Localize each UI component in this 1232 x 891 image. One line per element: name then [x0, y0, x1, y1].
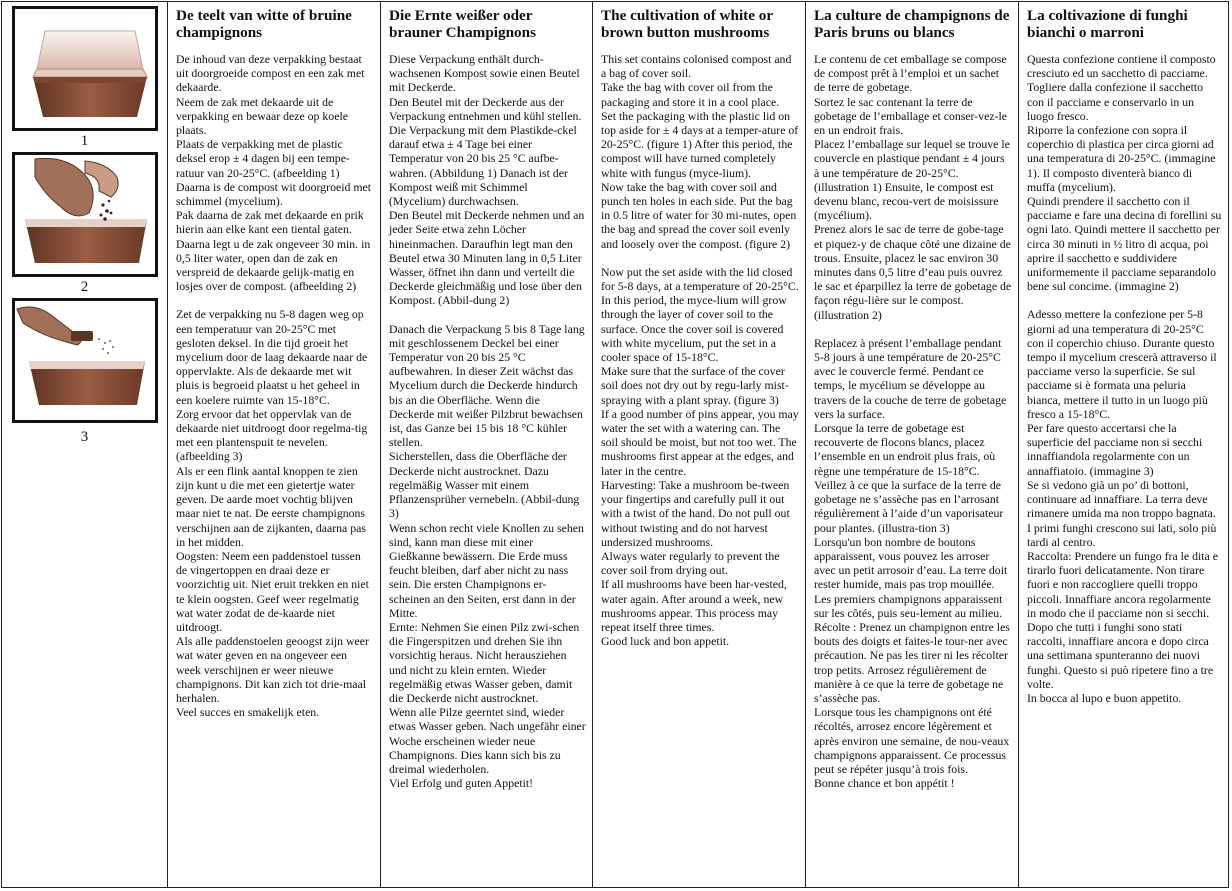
figure-2 [12, 152, 158, 277]
figure-3-number: 3 [80, 429, 89, 445]
figure-1 [12, 6, 158, 131]
paragraph: Questa confezione contiene il composto cresciuto ed un sacchetto di pacciame. Togliere dalla confezione il sacchetto con il pacciame e conservarlo in un luogo fresco. Riporre la confezione con sopra il coperchio di plastica per circa giorni ad una temperatura di 20-25°C. (immagine 1). Il composto diventerà bianco di muffa (mycelium). Quindi prendere il sacchetto con il pacciame e fare una decina di forellini su ogni lato. Quindi mettere il sacchetto per circa 30 minuti in ½ litro di acqua, poi aprire il sacchetto e suddividere uniformemente il pacciame separandolo bene sul concime. (immagine 2) [1027, 52, 1222, 294]
paragraph: Le contenu de cet emballage se compose de compost prêt à l’emploi et un sachet de terre de gobetage. Sortez le sac contenant la terre de gobetage de l’emballage et conser-vez-le en un endroit frais. Placez l’emballage sur lequel se trouve le couvercle en plastique pendant ± 4 jours à une température de 20-25°C. (illustration 1) Ensuite, le compost est devenu blanc, recou-vert de moisissure (mycélium). Prenez alors le sac de terre de gobe-tage et piquez-y de chaque côté une dizaine de trous. Ensuite, placez le sac environ 30 minutes dans 0,5 litre d’eau puis ouvrez le sac et éparpillez la terre de gobetage de façon régu-lière sur le compost. (illustration 2) [814, 52, 1012, 322]
column-title: De teelt van witte of bruine champignons [176, 7, 352, 41]
hand-spraying-icon [15, 301, 155, 420]
hand-pouring-soil-icon [15, 155, 155, 274]
paragraph: Now put the set aside with the lid closed for 5-8 days, at a temperature of 20-25°C. In this period, the myce-lium will grow through the layer of cover soil to the surface. Once the cover soil is covered with white mycelium, put the set in a cooler space of 15-18°C. Make sure that the surface of the cover soil does not dry out by regu-larly mist-spraying with a plant spray. (figure 3) If a good number of pins appear, you may water the set with a watering can. The soil should be moist, but not too wet. The mushrooms first appear at the edges, and later in the centre. Harvesting: Take a mushroom be-tween your fingertips and carefully pull it out with a twist of the hand. Do not pull out without twisting and do not harvest undersized mushrooms. Always water regularly to prevent the cover soil from drying out. If all mushrooms have been har-vested, water again. After around a week, new mushrooms appear. This process may repeat itself three times. Good luck and bon appetit. [601, 264, 799, 649]
column-dutch [167, 2, 380, 887]
paragraph: This set contains colonised compost and a bag of cover soil. Take the bag with cover oil from the packaging and store it in a cool place. Set the packaging with the plastic lid on top aside for ± 4 days at a temper-ature of 20-25°C. (figure 1) After this period, the compost will have turned completely white with fungus (myce-lium). Now take the bag with cover soil and punch ten holes in each side. Put the bag in 0.5 litre of water for 30 mi-nutes, open the bag and spread the cover soil evenly and loosely over the compost. (figure 2) [601, 52, 799, 251]
paragraph: Danach die Verpackung 5 bis 8 Tage lang mit geschlossenem Deckel bei einer Temperatur von 20 bis 25 °C aufbewahren. In dieser Zeit wächst das Mycelium durch die Deckerde hindurch bis an die Oberfläche. Wenn die Deckerde mit weißer Pilzbrut bewachsen ist, das Ganze bei 15 bis 18 °C kühler stellen. Sicherstellen, dass die Oberfläche der Deckerde nicht austrocknet. Dazu regelmäßig Wasser mit einem Pflanzensprüher vernebeln. (Abbil-dung 3) Wenn schon recht viele Knollen zu sehen sind, kann man diese mit einer Gießkanne bewässern. Die Erde muss feucht bleiben, darf aber nicht zu nass sein. Die ersten Champignons er-scheinen an den Seiten, erst dann in der Mitte. Ernte: Nehmen Sie einen Pilz zwi-schen die Fingerspitzen und drehen Sie ihn vorsichtig heraus. Nicht herausziehen und nicht zu klein ernten. Wieder regelmäßig etwas Wasser geben, damit die Deckerde nicht austrocknet. Wenn alle Pilze geerntet sind, wieder etwas Wasser geben. Nach ungefähr einer Woche erscheinen wieder neue Champignons. Dies kann sich bis zu dreimal wiederholen. Viel Erfolg und guten Appetit! [389, 321, 586, 791]
column-title: La culture de champignons de Paris bruns ou blancs [814, 7, 1010, 41]
paragraph: Replacez à présent l’emballage pendant 5-8 jours à une température de 20-25°C avec le couvercle fermé. Pendant ce temps, le mycélium se développe au travers de la couche de terre de gobetage vers la surface. Lorsque la terre de gobetage est recouverte de flocons blancs, placez l’ensemble en un endroit plus frais, où règne une température de 15-18°C. Veillez à ce que la surface de la terre de gobetage ne s’assèche pas en l’arrosant régulièrement à l’aide d’un vaporisateur pour plantes. (illustra-tion 3) Lorsqu'un bon nombre de boutons apparaissent, vous pouvez les arroser avec un petit arrosoir d’eau. La terre doit rester humide, mais pas trop mouillée. Les premiers champignons apparaissent sur les côtés, puis seu-lement au milieu. Récolte : Prenez un champignon entre les bouts des doigts et faites-le tour-ner avec précaution. Ne pas les tirer ni les récolter trop petits. Arrosez régulièrement de manière à ce que la terre de gobetage ne s’assèche pas. Lorsque tous les champignons ont été récoltés, arrosez encore légèrement et après environ une semaine, de nou-veaux champignons apparaissent. Ce processus peut se répéter jusqu’à trois fois. Bonne chance et bon appétit ! [814, 335, 1010, 791]
column-title: Die Ernte weißer oder brauner Champignons [389, 7, 536, 41]
column-english [592, 2, 805, 887]
figure-1-number: 1 [80, 133, 89, 149]
column-title: The cultivation of white or brown button mushrooms [601, 7, 773, 41]
figure-2-number: 2 [80, 279, 89, 295]
figure-3 [12, 298, 158, 423]
paragraph: Zet de verpakking nu 5-8 dagen weg op een temperatuur van 20-25°C met gesloten deksel. In die tijd groeit het mycelium door de laag dekaarde naar de oppervlakte. Als de dekaarde met wit pluis is begroeid plaatst u het geheel in een koelere ruimte van 15-18°C. Zorg ervoor dat het oppervlak van de dekaarde niet uitdroogt door regelma-tig met een plantenspuit te nevelen. (afbeelding 3) Als er een flink aantal knoppen te zien zijn kunt u die met een gietertje water geven. De aarde moet vochtig blijven maar niet te nat. De eerste champignons verschijnen aan de zijkanten, daarna pas in het midden. Oogsten: Neem een paddenstoel tussen de vingertoppen en draai deze er voorzichtig uit. Niet eruit trekken en niet te klein oogsten. Geef weer regelmatig wat water zodat de de-kaarde niet uitdroogt. Als alle paddenstoelen geoogst zijn weer wat water geven en na ongeveer een week verschijnen er weer nieuwe champignons. Dit kan zich tot drie-maal herhalen. Veel succes en smakelijk eten. [176, 307, 369, 720]
column-title: La coltivazione di funghi bianchi o marroni [1027, 7, 1188, 41]
instruction-sheet [1, 1, 1229, 888]
paragraph: Adesso mettere la confezione per 5-8 giorni ad una temperatura di 20-25°C con il coperchio chiuso. Durante questo tempo il mycelium crescerà attraverso il pacciame verso la superficie. Se sul pacciame si è formata una peluria bianca, mettere il tutto in un luogo più fresco a 15-18°C. Per fare questo accertarsi che la superficie del pacciame non si secchi innaffiandola regolarmente con un annaffiatoio. (immagine 3) Se si vedono già un po’ di bottoni, continuare ad innaffiare. La terra deve rimanere umida ma non troppo bagnata. I primi funghi crescono sui lati, solo più tardi al centro. Raccolta: Prendere un fungo fra le dita e tirarlo fuori delicatamente. Non tirare fuori e non raccogliere quelli troppo piccoli. Innaffiare ancora regolarmente in modo che il pacciame non si secchi. Dopo che tutti i funghi sono stati raccolti, innaffiare ancora e dopo circa una settimana spunteranno dei nuovi funghi. Questo si può ripetere fino a tre volte. In bocca al lupo e buon appetito. [1027, 307, 1218, 705]
paragraph: De inhoud van deze verpakking bestaat uit doorgroeide compost en een zak met dekaarde. Neem de zak met dekaarde uit de verpakking en bewaar deze op koele plaats. Plaats de verpakking met de plastic deksel erop ± 4 dagen bij een tempe-ratuur van 20-25°C. (afbeelding 1) Daarna is de compost wit doorgroeid met schimmel (mycelium). Pak daarna de zak met dekaarde en prik hierin aan elke kant een tiental gaten. Daarna legt u de zak ongeveer 30 min. in 0,5 liter water, open dan de zak en verspreid de dekaarde gelijk-matig en losjes over de compost. (afbeelding 2) [176, 52, 372, 294]
paragraph: Diese Verpackung enthält durch-wachsenen Kompost sowie einen Beutel mit Deckerde. Den Beutel mit der Deckerde aus der Verpackung entnehmen und kühl stellen. Die Verpackung mit dem Plastikde-ckel darauf etwa ± 4 Tage bei einer Temperatur von 20 bis 25 °C aufbe-wahren. (Abbildung 1) Danach ist der Kompost weiß mit Schimmel (Mycelium) durchwachsen. Den Beutel mit Deckerde nehmen und an jeder Seite etwa zehn Löcher hineinmachen. Daraufhin legt man den Beutel etwa 30 Minuten lang in 0,5 Liter Wasser, öffnet ihn dann und verteilt die Deckerde gleichmäßig und lose über den Kompost. (Abbil-dung 2) [389, 52, 585, 308]
column-french [805, 2, 1018, 887]
column-italian [1018, 2, 1228, 887]
figures-column [2, 2, 167, 887]
column-german [380, 2, 592, 887]
closed-container-icon [15, 9, 155, 128]
